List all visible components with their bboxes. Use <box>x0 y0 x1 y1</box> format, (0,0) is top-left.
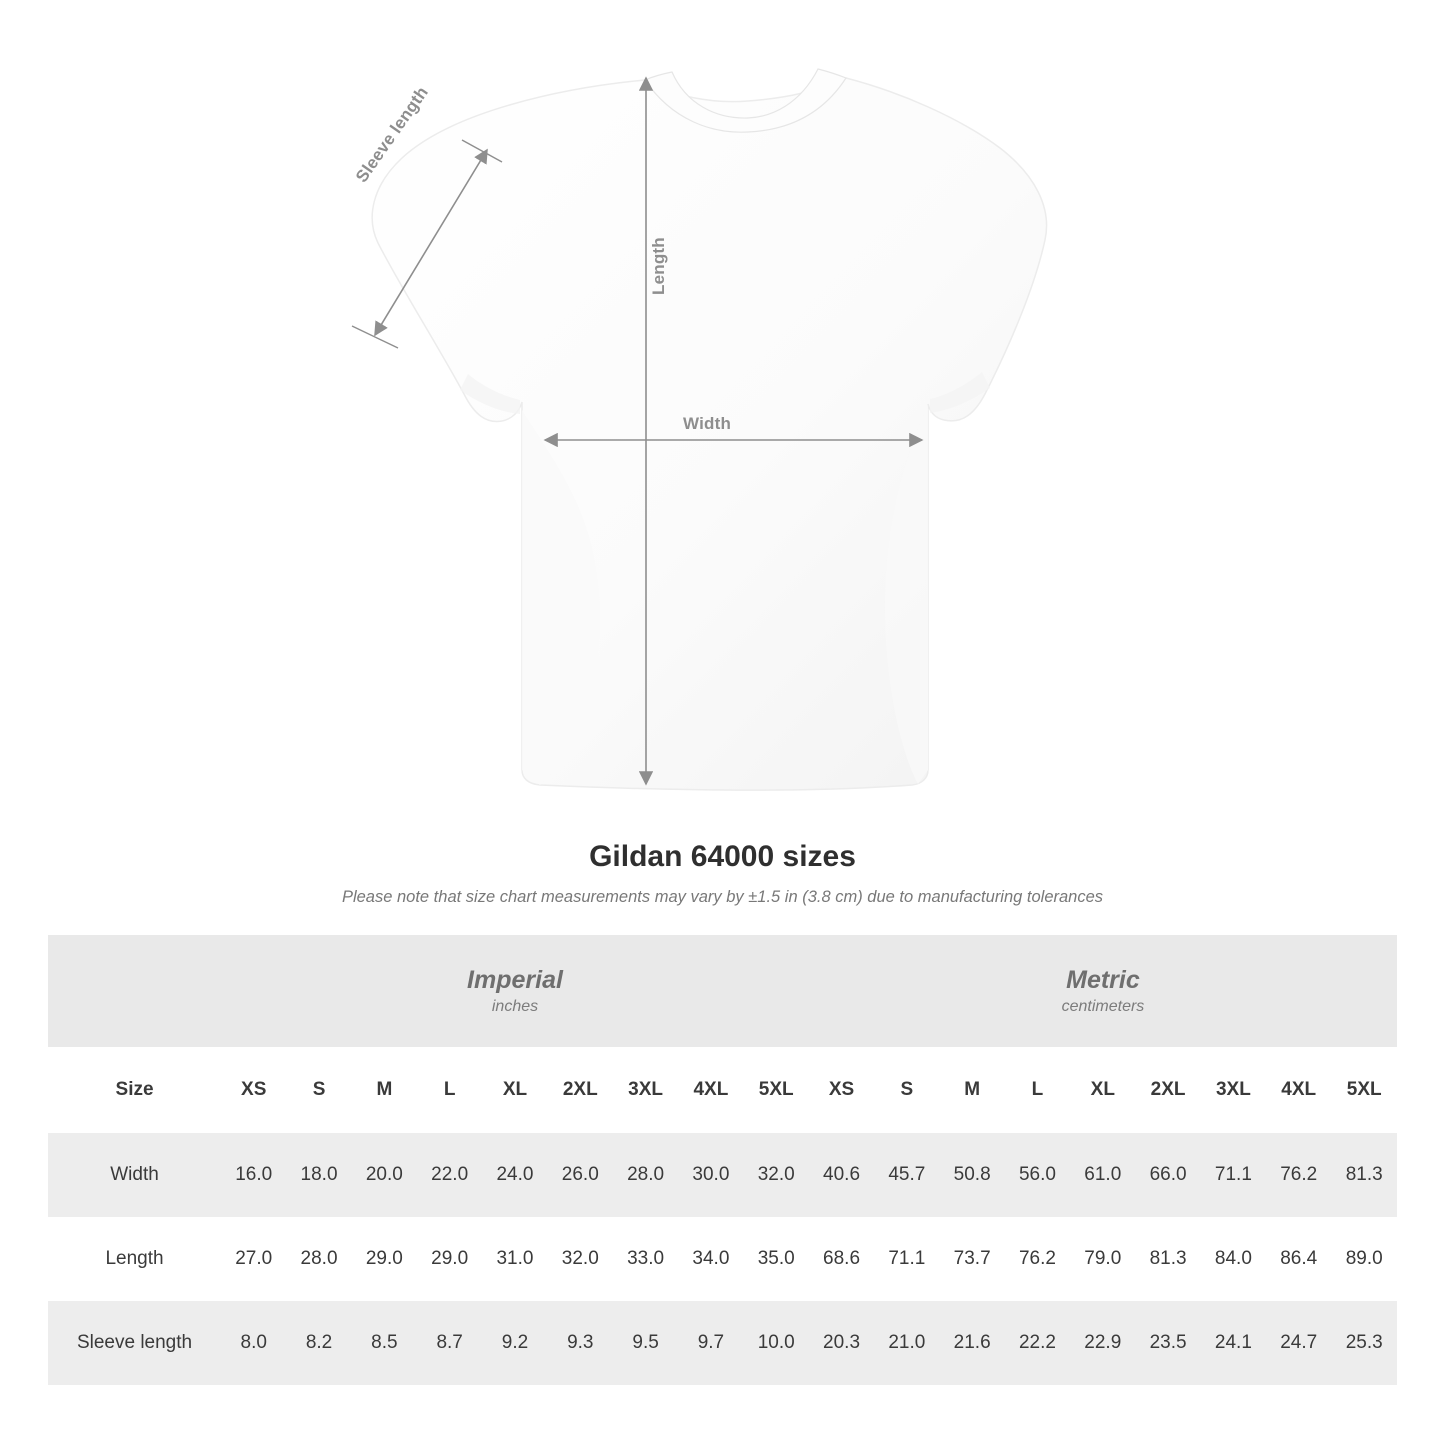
cell-value: 22.9 <box>1070 1301 1135 1385</box>
size-row-label: Size <box>48 1047 221 1133</box>
cell-value: 32.0 <box>548 1217 613 1301</box>
cell-value: 66.0 <box>1135 1133 1200 1217</box>
cell-value: 25.3 <box>1331 1301 1397 1385</box>
column-header: XS <box>809 1047 874 1133</box>
imperial-unit: inches <box>491 997 539 1015</box>
unit-system-header-row <box>48 935 1397 1047</box>
cell-value: 76.2 <box>1266 1133 1331 1217</box>
column-header: S <box>874 1047 939 1133</box>
cell-value: 24.0 <box>482 1133 547 1217</box>
cell-value: 89.0 <box>1331 1217 1397 1301</box>
cell-value: 8.2 <box>286 1301 351 1385</box>
column-header: 3XL <box>1201 1047 1266 1133</box>
cell-value: 40.6 <box>809 1133 874 1217</box>
cell-value: 28.0 <box>613 1133 678 1217</box>
cell-value: 18.0 <box>286 1133 351 1217</box>
cell-value: 16.0 <box>221 1133 286 1217</box>
column-header: XS <box>221 1047 286 1133</box>
cell-value: 8.5 <box>352 1301 417 1385</box>
imperial-name: Imperial <box>467 966 563 995</box>
cell-value: 50.8 <box>940 1133 1005 1217</box>
cell-value: 21.6 <box>940 1301 1005 1385</box>
cell-value: 30.0 <box>678 1133 743 1217</box>
cell-value: 31.0 <box>482 1217 547 1301</box>
column-header: 3XL <box>613 1047 678 1133</box>
column-header: M <box>940 1047 1005 1133</box>
metric-name: Metric <box>1066 966 1140 995</box>
cell-value: 20.3 <box>809 1301 874 1385</box>
cell-value: 71.1 <box>1201 1133 1266 1217</box>
cell-value: 24.1 <box>1201 1301 1266 1385</box>
size-header-row <box>48 1047 1397 1133</box>
cell-value: 29.0 <box>352 1217 417 1301</box>
cell-value: 35.0 <box>744 1217 809 1301</box>
cell-value: 76.2 <box>1005 1217 1070 1301</box>
table-row <box>48 1217 1397 1301</box>
cell-value: 81.3 <box>1135 1217 1200 1301</box>
cell-value: 86.4 <box>1266 1217 1331 1301</box>
cell-value: 84.0 <box>1201 1217 1266 1301</box>
row-label-width: Width <box>48 1133 221 1217</box>
page-title: Gildan 64000 sizes <box>589 840 856 873</box>
column-header: M <box>352 1047 417 1133</box>
column-header: 4XL <box>678 1047 743 1133</box>
cell-value: 8.7 <box>417 1301 482 1385</box>
row-label-sleeve-length: Sleeve length <box>48 1301 221 1385</box>
cell-value: 32.0 <box>744 1133 809 1217</box>
cell-value: 26.0 <box>548 1133 613 1217</box>
column-header: 2XL <box>548 1047 613 1133</box>
row-label-length: Length <box>48 1217 221 1301</box>
cell-value: 71.1 <box>874 1217 939 1301</box>
column-header: L <box>1005 1047 1070 1133</box>
cell-value: 33.0 <box>613 1217 678 1301</box>
corner-cell <box>48 935 221 1047</box>
cell-value: 8.0 <box>221 1301 286 1385</box>
cell-value: 9.3 <box>548 1301 613 1385</box>
metric-unit: centimeters <box>1061 997 1145 1015</box>
imperial-system-header <box>221 935 809 1047</box>
tolerance-note: Please note that size chart measurements may vary by ±1.5 in (3.8 cm) due to manufacturing tolerances <box>341 888 1104 906</box>
width-label: Width <box>683 414 732 433</box>
cell-value: 29.0 <box>417 1217 482 1301</box>
cell-value: 9.5 <box>613 1301 678 1385</box>
metric-system-header <box>809 935 1397 1047</box>
column-header: S <box>286 1047 351 1133</box>
cell-value: 24.7 <box>1266 1301 1331 1385</box>
column-header: 4XL <box>1266 1047 1331 1133</box>
table-row <box>48 1301 1397 1385</box>
cell-value: 28.0 <box>286 1217 351 1301</box>
table-row <box>48 1133 1397 1217</box>
size-table-wrapper <box>48 935 1397 1385</box>
cell-value: 9.2 <box>482 1301 547 1385</box>
cell-value: 27.0 <box>221 1217 286 1301</box>
cell-value: 22.0 <box>417 1133 482 1217</box>
column-header: XL <box>482 1047 547 1133</box>
cell-value: 73.7 <box>940 1217 1005 1301</box>
column-header: 5XL <box>744 1047 809 1133</box>
column-header: XL <box>1070 1047 1135 1133</box>
cell-value: 81.3 <box>1331 1133 1397 1217</box>
cell-value: 34.0 <box>678 1217 743 1301</box>
cell-value: 56.0 <box>1005 1133 1070 1217</box>
cell-value: 21.0 <box>874 1301 939 1385</box>
column-header: L <box>417 1047 482 1133</box>
title-block <box>0 840 1445 907</box>
column-header: 2XL <box>1135 1047 1200 1133</box>
cell-value: 68.6 <box>809 1217 874 1301</box>
cell-value: 79.0 <box>1070 1217 1135 1301</box>
cell-value: 9.7 <box>678 1301 743 1385</box>
cell-value: 45.7 <box>874 1133 939 1217</box>
cell-value: 61.0 <box>1070 1133 1135 1217</box>
cell-value: 10.0 <box>744 1301 809 1385</box>
cell-value: 22.2 <box>1005 1301 1070 1385</box>
cell-value: 20.0 <box>352 1133 417 1217</box>
size-table <box>48 935 1397 1385</box>
column-header: 5XL <box>1331 1047 1397 1133</box>
cell-value: 23.5 <box>1135 1301 1200 1385</box>
length-label: Length <box>649 237 668 295</box>
sleeve-length-label: Sleeve length <box>352 83 432 186</box>
